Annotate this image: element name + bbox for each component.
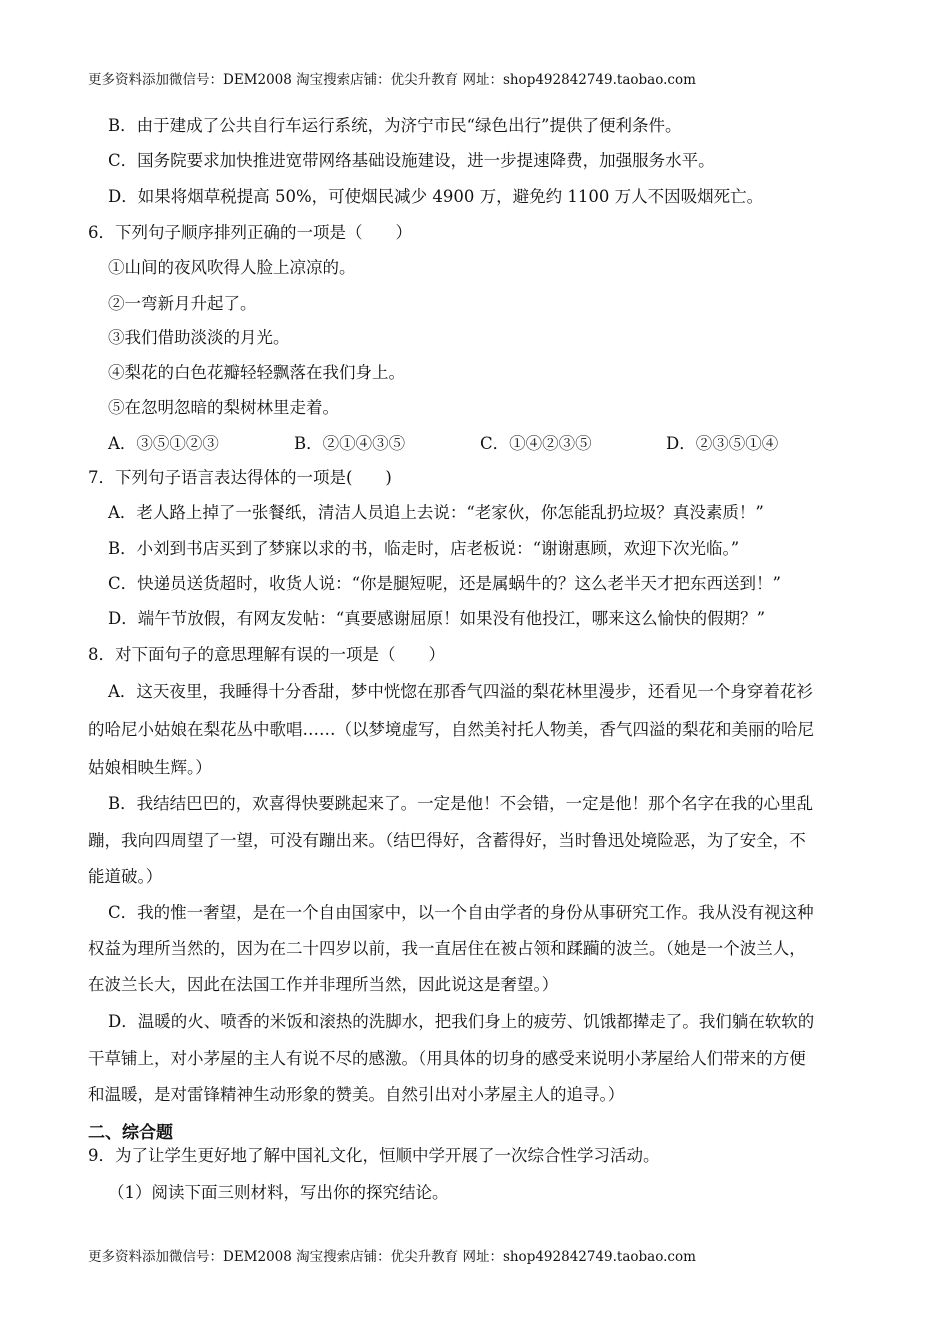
q8-option-b-line3: 能道破。）: [88, 867, 163, 886]
q5-option-d: D．如果将烟草税提高 50%，可使烟民减少 4900 万，避免约 1100 万人不因吸烟死亡。: [108, 187, 764, 206]
q8-option-a-line3: 姑娘相映生辉。）: [88, 758, 212, 777]
q8-option-d-line1: D．温暖的火、喷香的米饭和滚热的洗脚水，把我们身上的疲劳、饥饿都撵走了。我们躺在软软的: [108, 1012, 815, 1031]
q7-option-d: D．端午节放假，有网友发帖：“真要感谢屈原！如果没有他投江，哪来这么愉快的假期？”: [108, 609, 766, 628]
q5-option-c: C．国务院要求加快推进宽带网络基础设施建设，进一步提速降费，加强服务水平。: [108, 151, 715, 170]
q6-option-b: B．②①④③⑤: [294, 434, 406, 453]
q7-option-b: B．小刘到书店买到了梦寐以求的书，临走时，店老板说：“谢谢惠顾，欢迎下次光临。”: [108, 539, 740, 558]
q9-stem: 9．为了让学生更好地了解中国礼文化，恒顺中学开展了一次综合性学习活动。: [88, 1146, 660, 1165]
q6-option-a: A．③⑤①②③: [108, 434, 219, 453]
q6-option-d: D．②③⑤①④: [666, 434, 779, 453]
q8-option-a-line2: 的哈尼小姑娘在梨花丛中歌唱……（以梦境虚写，自然美衬托人物美，香气四溢的梨花和美丽的哈尼: [88, 720, 814, 739]
page-footer: 更多资料添加微信号：DEM2008 淘宝搜索店铺：优尖升教育 网址：shop492842749.taobao.com: [88, 1249, 696, 1265]
q8-option-c-line2: 权益为理所当然的，因为在二十四岁以前，我一直居住在被占领和蹂躏的波兰。（她是一个波兰人，: [88, 939, 806, 958]
q8-option-a-line1: A．这天夜里，我睡得十分香甜，梦中恍惚在那香气四溢的梨花林里漫步，还看见一个身穿着花衫: [108, 682, 813, 701]
q8-option-d-line3: 和温暖，是对雷锋精神生动形象的赞美。自然引出对小茅屋主人的追寻。）: [88, 1085, 625, 1104]
q8-stem: 8．对下面句子的意思理解有误的一项是（ ）: [88, 645, 445, 664]
q8-option-c-line1: C．我的惟一奢望，是在一个自由国家中，以一个自由学者的身份从事研究工作。我从没有视这种: [108, 903, 814, 922]
page-header: 更多资料添加微信号：DEM2008 淘宝搜索店铺：优尖升教育 网址：shop492842749.taobao.com: [88, 72, 696, 88]
q9-subquestion-1: （1）阅读下面三则材料，写出你的探究结论。: [108, 1183, 449, 1202]
q6-stem: 6．下列句子顺序排列正确的一项是（ ）: [88, 223, 412, 242]
q7-option-c: C．快递员送货超时，收货人说：“你是腿短呢，还是属蜗牛的？这么老半天才把东西送到！”: [108, 574, 781, 593]
q6-option-c: C．①④②③⑤: [480, 434, 592, 453]
q8-option-c-line3: 在波兰长大，因此在法国工作并非理所当然，因此说这是奢望。）: [88, 975, 559, 994]
q5-option-b: B．由于建成了公共自行车运行系统，为济宁市民“绿色出行”提供了便利条件。: [108, 116, 682, 135]
section-title: 二、综合题: [88, 1123, 173, 1143]
q8-option-b-line2: 蹦，我向四周望了一望，可没有蹦出来。（结巴得好，含蓄得好，当时鲁迅处境险恶，为了安全，不: [88, 831, 806, 850]
q8-option-d-line2: 干草铺上，对小茅屋的主人有说不尽的感激。（用具体的切身的感受来说明小茅屋给人们带来的方便: [88, 1049, 806, 1068]
q6-sentence-3: ③我们借助淡淡的月光。: [108, 328, 290, 347]
q8-option-b-line1: B．我结结巴巴的，欢喜得快要跳起来了。一定是他！不会错，一定是他！那个名字在我的心里乱: [108, 794, 814, 813]
q6-sentence-4: ④梨花的白色花瓣轻轻飘落在我们身上。: [108, 363, 405, 382]
q7-option-a: A．老人路上掉了一张餐纸，清洁人员追上去说：“老家伙，你怎能乱扔垃圾？真没素质！”: [108, 503, 764, 522]
q6-sentence-5: ⑤在忽明忽暗的梨树林里走着。: [108, 398, 339, 417]
q6-sentence-1: ①山间的夜风吹得人脸上凉凉的。: [108, 258, 356, 277]
q6-options: [108, 433, 888, 455]
q7-stem: 7．下列句子语言表达得体的一项是( ): [88, 468, 392, 487]
q6-sentence-2: ②一弯新月升起了。: [108, 294, 257, 313]
